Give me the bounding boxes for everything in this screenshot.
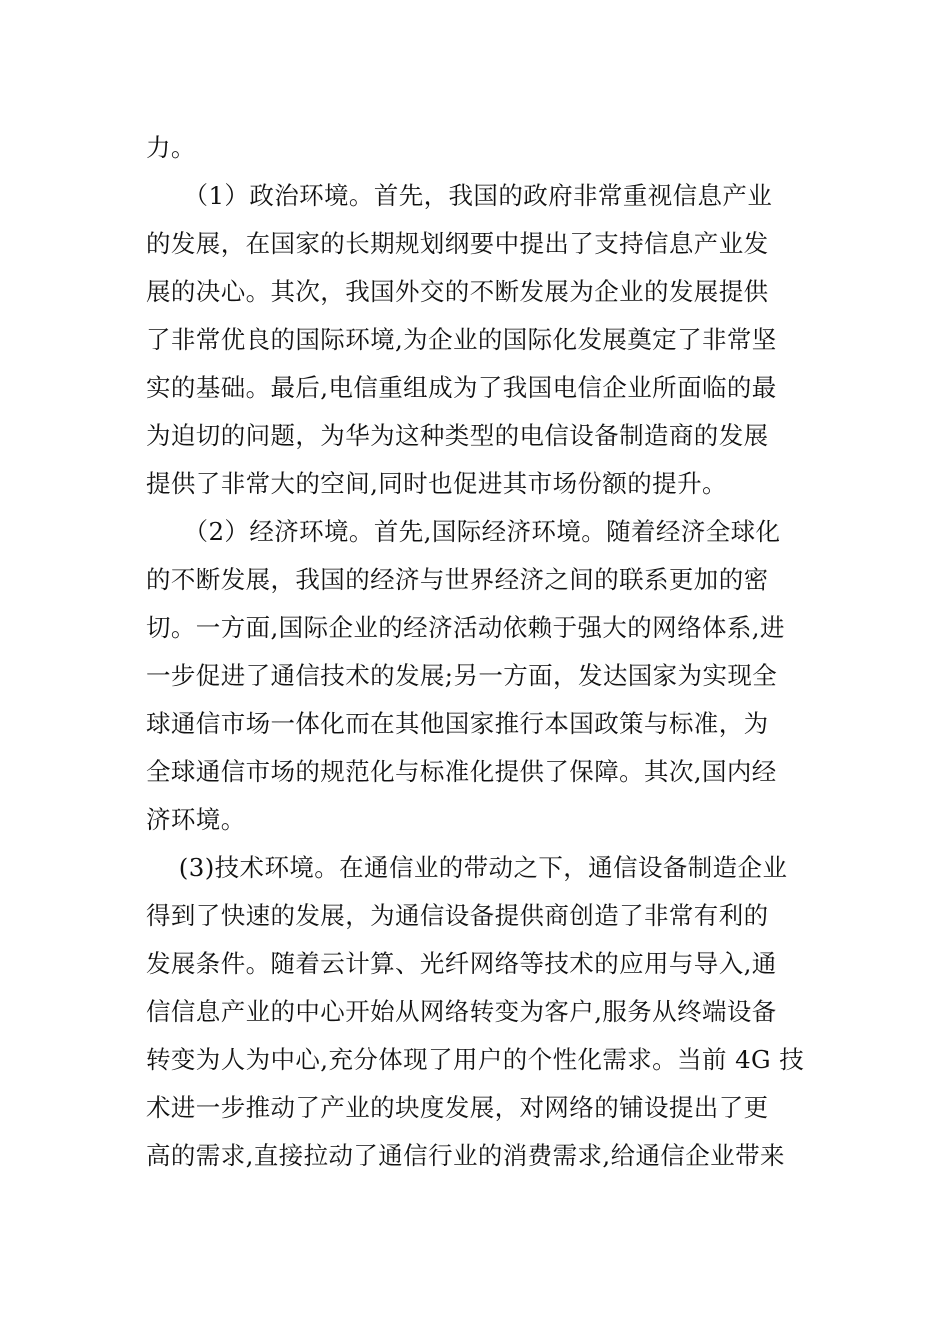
paragraph-political-line-1: （1）政治环境。首先，我国的政府非常重视信息产业 [146, 181, 773, 210]
paragraph-economic-line-2: 的不断发展，我国的经济与世界经济之间的联系更加的密 [146, 565, 769, 594]
paragraph-economic-line-4: 一步促进了通信技术的发展;另一方面，发达国家为实现全 [146, 661, 778, 690]
paragraph-economic-line-3: 切。一方面,国际企业的经济活动依赖于强大的网络体系,进 [146, 613, 785, 642]
paragraph-technology-line-5: 转变为人为中心,充分体现了用户的个性化需求。当前 4G 技 [146, 1045, 805, 1074]
paragraph-political-line-3: 展的决心。其次，我国外交的不断发展为企业的发展提供 [146, 277, 769, 306]
paragraph-economic-line-6: 全球通信市场的规范化与标准化提供了保障。其次,国内经 [146, 757, 777, 786]
text-line-1: 力。 [146, 133, 196, 162]
paragraph-technology-line-6: 术进一步推动了产业的块度发展，对网络的铺设提出了更 [146, 1093, 769, 1122]
paragraph-technology-line-7: 高的需求,直接拉动了通信行业的消费需求,给通信企业带来 [146, 1141, 785, 1170]
paragraph-political-line-6: 为迫切的问题，为华为这种类型的电信设备制造商的发展 [146, 421, 769, 450]
body-text [146, 124, 806, 1180]
paragraph-technology-line-1: (3)技术环境。在通信业的带动之下，通信设备制造企业 [146, 853, 788, 882]
paragraph-technology-line-3: 发展条件。随着云计算、光纤网络等技术的应用与导入,通 [146, 949, 777, 978]
paragraph-technology-line-2: 得到了快速的发展，为通信设备提供商创造了非常有利的 [146, 901, 769, 930]
paragraph-political-line-5: 实的基础。最后,电信重组成为了我国电信企业所面临的最 [146, 373, 777, 402]
paragraph-political-line-2: 的发展，在国家的长期规划纲要中提出了支持信息产业发 [146, 229, 769, 258]
paragraph-political-line-7: 提供了非常大的空间,同时也促进其市场份额的提升。 [146, 469, 727, 498]
paragraph-economic-line-1: （2）经济环境。首先,国际经济环境。随着经济全球化 [146, 517, 781, 546]
paragraph-political-line-4: 了非常优良的国际环境,为企业的国际化发展奠定了非常坚 [146, 325, 777, 354]
paragraph-technology-line-4: 信信息产业的中心开始从网络转变为客户,服务从终端设备 [146, 997, 777, 1026]
paragraph-economic-line-7: 济环境。 [146, 805, 246, 834]
paragraph-economic-line-5: 球通信市场一体化而在其他国家推行本国政策与标准，为 [146, 709, 769, 738]
